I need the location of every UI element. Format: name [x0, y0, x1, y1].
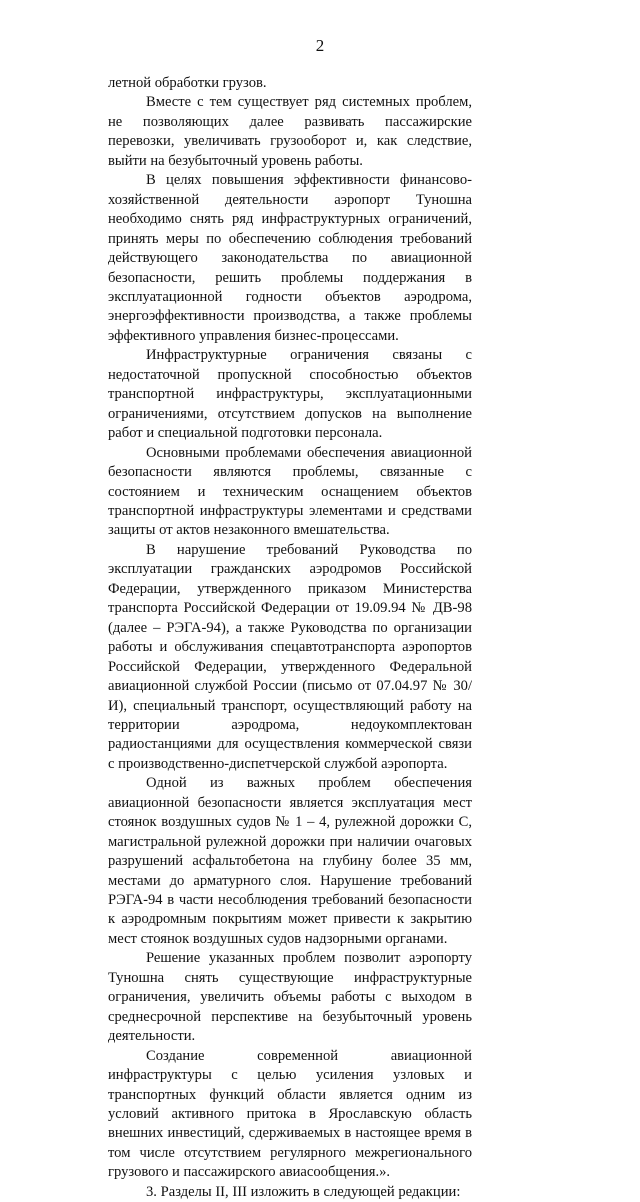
- paragraph: Создание современной авиационной инфраструктуры с целью усиления узловых и транспортных функций области является одним из условий активного притока в Ярославскую область внешних инвестиций, сдерживаемых в настоящее время в том числе отсутствием регулярного межрегионального грузового и пассажирского авиасообщения.».: [108, 1047, 472, 1181]
- paragraph: Инфраструктурные ограничения связаны с недостаточной пропускной способностью объектов транспортной инфраструктуры, эксплуатационными ограничениями, отсутствием допусков на выполнение работ и специальной подготовки персонала.: [108, 347, 472, 442]
- paragraph: Решение указанных проблем позволит аэропорту Туношна снять существующие инфраструктурные ограничения, увеличить объемы работы с выходом в среднесрочной перспективе на безубыточный уровень деятельности.: [108, 950, 472, 1045]
- paragraph: летной обработки грузов.: [108, 75, 267, 91]
- page-number: 2: [315, 36, 325, 55]
- paragraph: Основными проблемами обеспечения авиационной безопасности являются проблемы, связанные с состоянием и техническим оснащением объектов транспортной инфраструктуры элементами и средствами защиты от актов незаконного вмешательства.: [108, 444, 472, 539]
- document-body: [108, 74, 472, 1202]
- paragraph: Одной из важных проблем обеспечения авиационной безопасности является эксплуатация мест стоянок воздушных судов № 1 – 4, рулежной дорожки С, магистральной рулежной дорожки при наличии очаговых разрушений асфальтобетона на глубину более 35 мм, местами до арматурного слоя. Нарушение требований РЭГА-94 в части несоблюдения требований безопасности к аэродромным покрытиям может привести к закрытию мест стоянок воздушных судов надзорными органами.: [108, 775, 472, 947]
- paragraph: Вместе с тем существует ряд системных проблем, не позволяющих далее развивать пассажирские перевозки, увеличивать грузооборот и, как следствие, выйти на безубыточный уровень работы.: [108, 94, 472, 169]
- paragraph: В целях повышения эффективности финансово-хозяйственной деятельности аэропорт Туношна необходимо снять ряд инфраструктурных ограничений, принять меры по обеспечению соблюдения требований действующего законодательства по авиационной безопасности, решить проблемы поддержания в эксплуатационной годности объектов аэродрома, энергоэффективности производства, а также проблемы эффективного управления бизнес-процессами.: [108, 172, 472, 344]
- paragraph: В нарушение требований Руководства по эксплуатации гражданских аэродромов Российской Федерации, утвержденного приказом Министерства транспорта Российской Федерации от 19.09.94 № ДВ-98 (далее – РЭГА-94), а также Руководства по организации работы и обслуживания спецавтотранспорта аэропортов Российской Федерации, утвержденного Федеральной авиационной службой России (письмо от 07.04.97 № 30/И), специальный транспорт, осуществляющий работу на территории аэродрома, недоукомплектован радиостанциями для осуществления коммерческой связи с производственно-диспетчерской службой аэропорта.: [108, 541, 472, 772]
- paragraph: 3. Разделы II, III изложить в следующей редакции:: [146, 1183, 461, 1200]
